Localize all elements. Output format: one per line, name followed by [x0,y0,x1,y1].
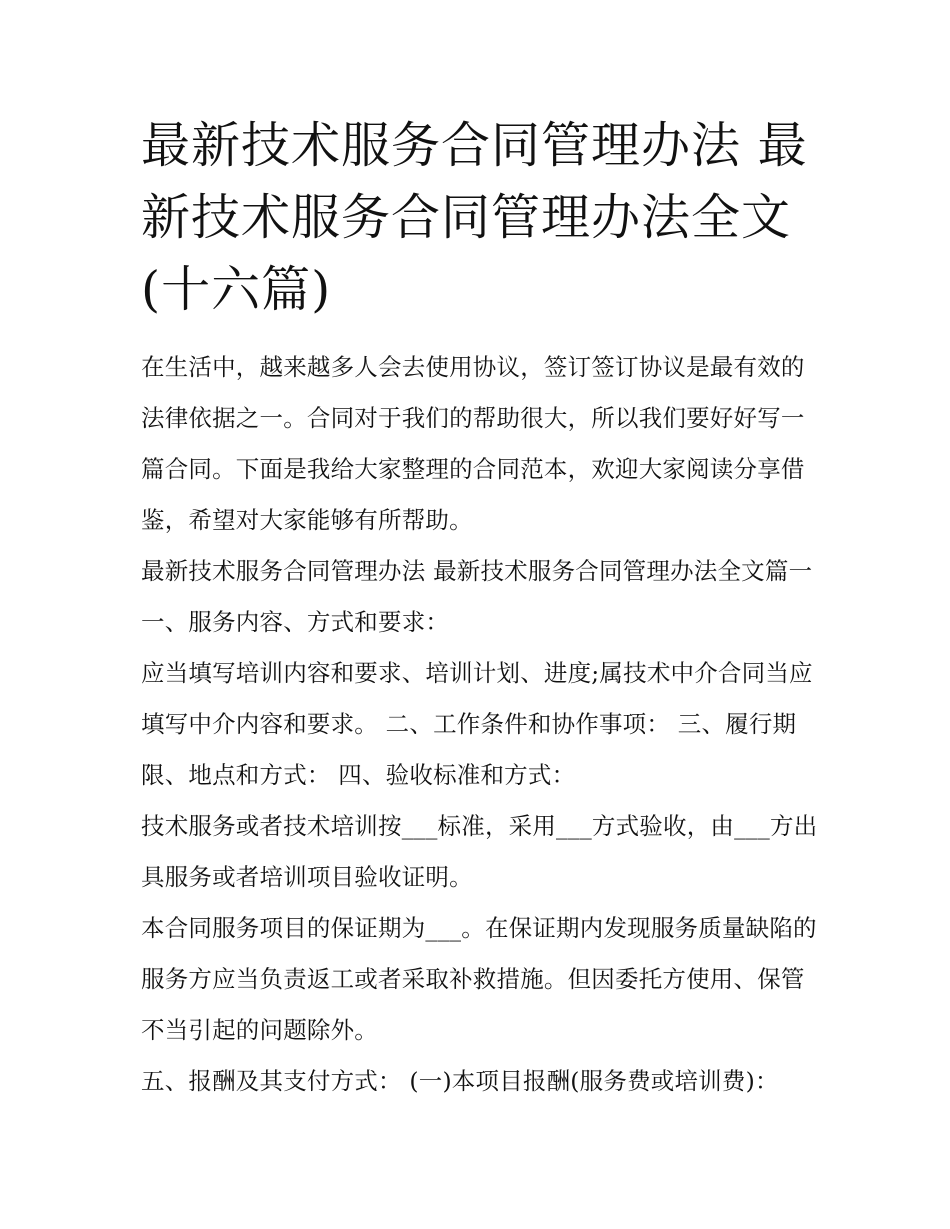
document-title: 最新技术服务合同管理办法 最新技术服务合同管理办法全文(十六篇) [141,117,808,318]
paragraph-service-content: 应当填写培训内容和要求、培训计划、进度;属技术中介合同当应填写中介内容和要求。 二、工作条件和协作事项： 三、履行期限、地点和方式： 四、验收标准和方式： [141,659,813,789]
document-body [141,342,825,1107]
paragraph-acceptance: 技术服务或者技术培训按___标准，采用___方式验收，由___方出具服务或者培训项目验收证明。 [141,812,818,891]
paragraph-section-heading: 最新技术服务合同管理办法 最新技术服务合同管理办法全文篇一 一、服务内容、方式和要求： [141,557,820,636]
paragraph-payment: 五、报酬及其支付方式： (一)本项目报酬(服务费或培训费)： [141,1067,779,1095]
paragraph-warranty: 本合同服务项目的保证期为___。在保证期内发现服务质量缺陷的 服务方应当负责返工或者采取补救措施。但因委托方使用、保管不当引起的问题除外。 [141,914,825,1044]
paragraph-intro: 在生活中，越来越多人会去使用协议，签订签订协议是最有效的法律依据之一。合同对于我们的帮助很大，所以我们要好好写一篇合同。下面是我给大家整理的合同范本，欢迎大家阅读分享借鉴，希望对大家能够有所帮助。 [141,353,805,534]
